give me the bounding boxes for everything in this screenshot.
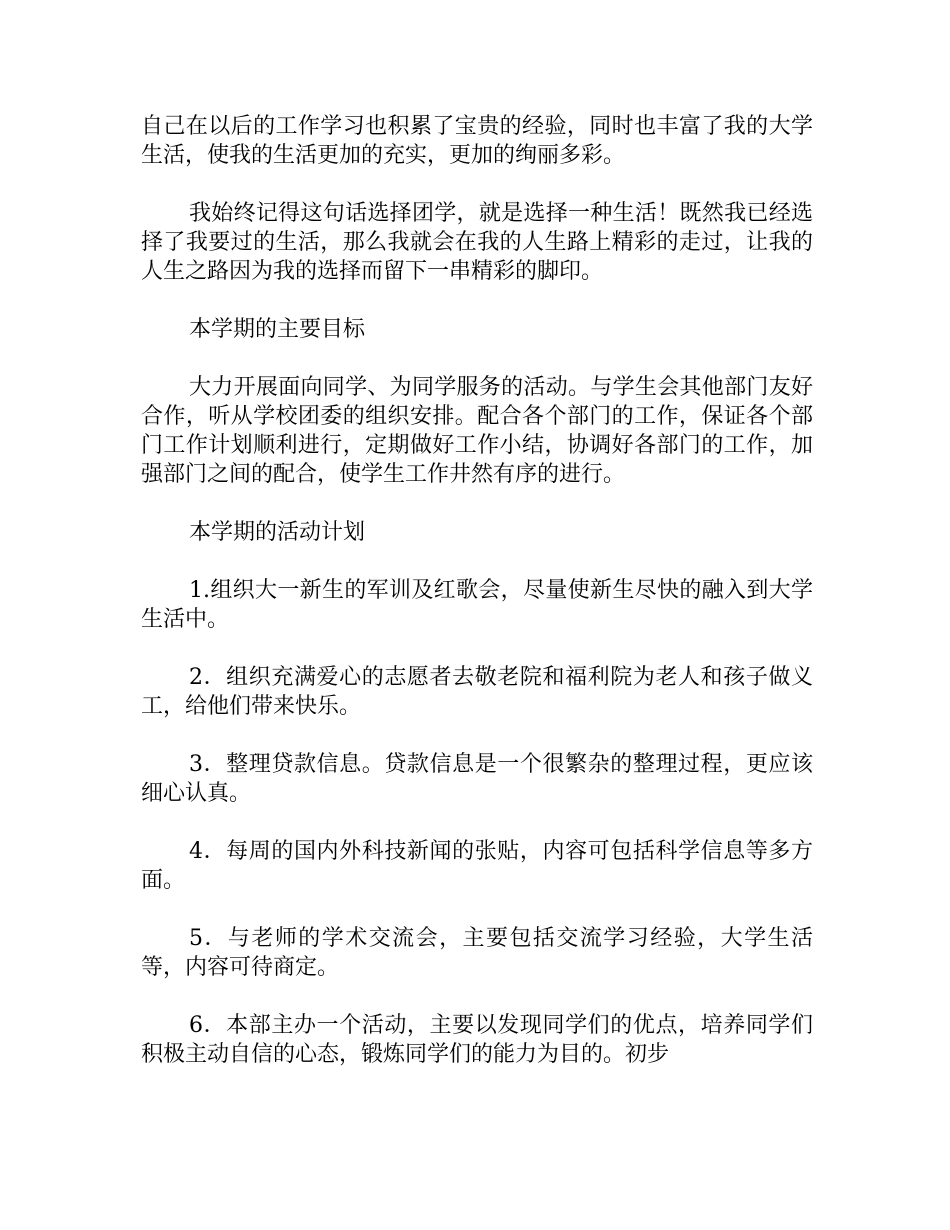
plan-item-4: 4．每周的国内外科技新闻的张贴，内容可包括科学信息等多方面。 — [141, 839, 813, 893]
document-body — [141, 112, 813, 1098]
plan-item-2: 2．组织充满爱心的志愿者去敬老院和福利院为老人和孩子做义工，给他们带来快乐。 — [141, 665, 813, 719]
paragraph-goals: 大力开展面向同学、为同学服务的活动。与学生会其他部门友好合作，听从学校团委的组织安排。配合各个部门的工作，保证各个部门工作计划顺利进行，定期做好工作小结，协调好各部门的工作，加强部门之间的配合，使学生工作井然有序的进行。 — [141, 375, 813, 487]
plan-item-3: 3．整理贷款信息。贷款信息是一个很繁杂的整理过程，更应该细心认真。 — [141, 752, 813, 806]
paragraph-continuation: 自己在以后的工作学习也积累了宝贵的经验，同时也丰富了我的大学生活，使我的生活更加的充实，更加的绚丽多彩。 — [141, 114, 813, 168]
paragraph-choice: 我始终记得这句话选择团学，就是选择一种生活！既然我已经选择了我要过的生活，那么我就会在我的人生路上精彩的走过，让我的人生之路因为我的选择而留下一串精彩的脚印。 — [141, 201, 813, 284]
plan-item-5: 5．与老师的学术交流会，主要包括交流学习经验，大学生活等，内容可待商定。 — [141, 926, 813, 980]
plan-item-6: 6．本部主办一个活动，主要以发现同学们的优点，培养同学们积极主动自信的心态，锻炼同学们的能力为目的。初步 — [141, 1013, 813, 1067]
heading-activity-plan: 本学期的活动计划 — [189, 520, 366, 545]
plan-item-1: 1.组织大一新生的军训及红歌会，尽量使新生尽快的融入到大学生活中。 — [141, 578, 813, 632]
heading-main-goals: 本学期的主要目标 — [189, 317, 366, 342]
